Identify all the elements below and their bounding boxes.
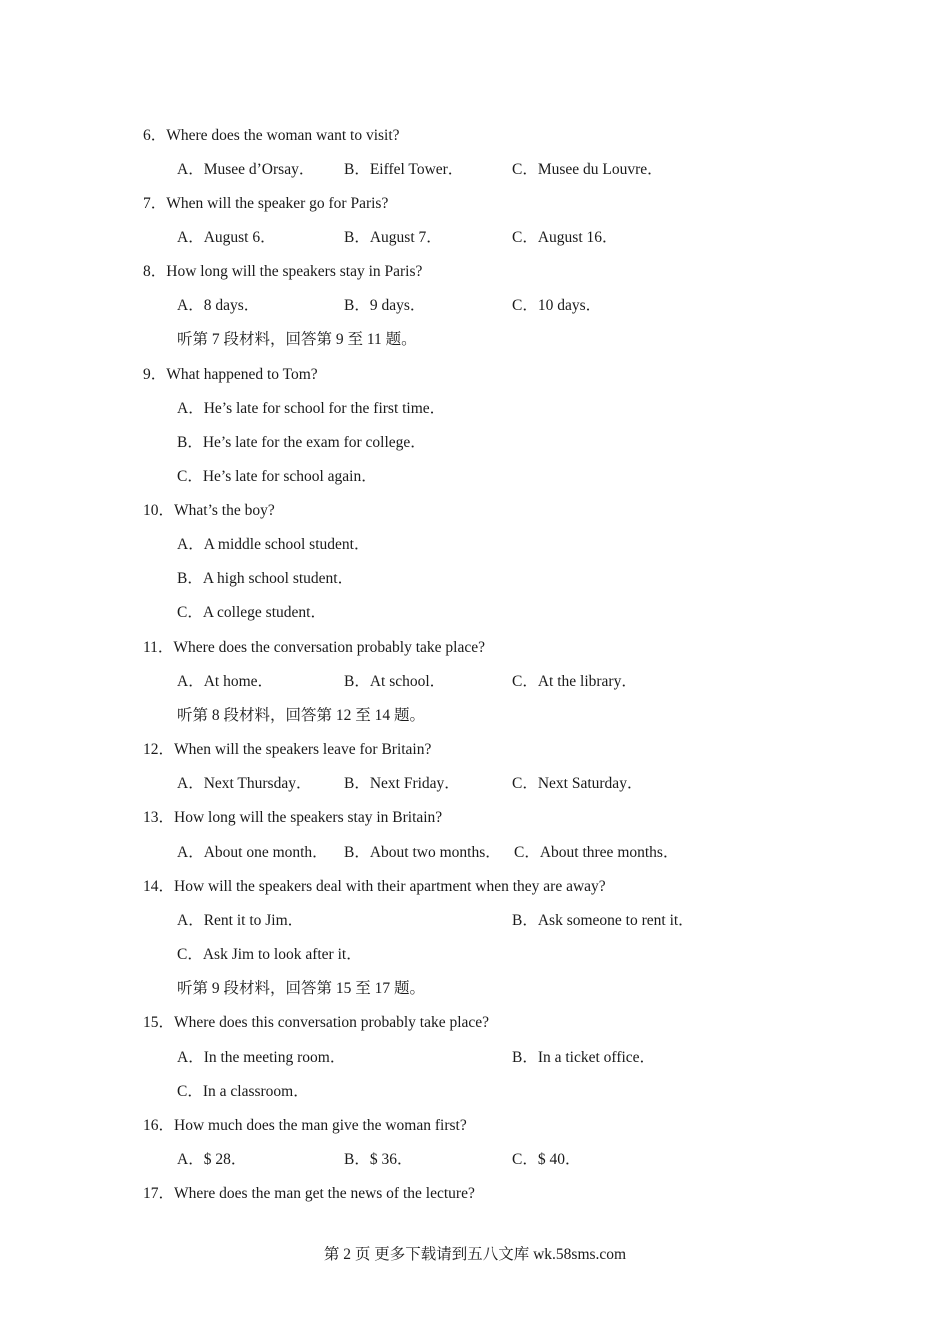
option-b: B．At school． bbox=[344, 673, 446, 690]
question-stem: 11．Where does the conversation probably take place? bbox=[143, 639, 486, 656]
question-stem: 12．When will the speakers leave for Britain? bbox=[143, 741, 432, 758]
option-c: C．He’s late for school again． bbox=[177, 468, 377, 485]
option-b: B．Eiffel Tower． bbox=[344, 161, 464, 178]
option-c: C．Next Saturday． bbox=[512, 775, 643, 792]
section-note: 听第 8 段材料，回答第 12 至 14 题。 bbox=[177, 707, 426, 724]
section-note: 听第 7 段材料，回答第 9 至 11 题。 bbox=[177, 331, 417, 348]
question-stem: 10．What’s the boy? bbox=[143, 502, 275, 519]
option-b: B．Next Friday． bbox=[344, 775, 460, 792]
option-a: A．A middle school student． bbox=[177, 536, 370, 553]
option-b: B．9 days． bbox=[344, 297, 426, 314]
option-c: C．10 days． bbox=[512, 297, 602, 314]
option-c: C．$ 40． bbox=[512, 1151, 581, 1168]
option-b: B．Ask someone to rent it． bbox=[512, 912, 694, 929]
question-stem: 16．How much does the man give the woman first? bbox=[143, 1117, 467, 1134]
option-a: A．8 days． bbox=[177, 297, 260, 314]
option-a: A．Rent it to Jim． bbox=[177, 912, 304, 929]
option-c: C．Musee du Louvre． bbox=[512, 161, 663, 178]
question-stem: 15．Where does this conversation probably take place? bbox=[143, 1014, 490, 1031]
option-c: C．At the library． bbox=[512, 673, 637, 690]
question-stem: 9．What happened to Tom? bbox=[143, 366, 318, 383]
option-a: A．Next Thursday． bbox=[177, 775, 312, 792]
option-b: B．August 7． bbox=[344, 229, 442, 246]
question-stem: 7．When will the speaker go for Paris? bbox=[143, 195, 389, 212]
option-b: B．He’s late for the exam for college． bbox=[177, 434, 426, 451]
option-a: A．About one month． bbox=[177, 844, 328, 861]
page-footer: 第 2 页 更多下载请到五八文库 wk.58sms.com bbox=[323, 1246, 627, 1263]
option-c: C．About three months． bbox=[514, 844, 679, 861]
option-a: A．In the meeting room． bbox=[177, 1049, 346, 1066]
question-stem: 17．Where does the man get the news of the lecture? bbox=[143, 1185, 475, 1202]
question-stem: 13．How long will the speakers stay in Britain? bbox=[143, 809, 443, 826]
question-stem: 14．How will the speakers deal with their apartment when they are away? bbox=[143, 878, 606, 895]
option-a: A．He’s late for school for the first time． bbox=[177, 400, 446, 417]
option-c: C．In a classroom． bbox=[177, 1083, 309, 1100]
option-b: B．$ 36． bbox=[344, 1151, 413, 1168]
option-b: B．A high school student． bbox=[177, 570, 354, 587]
question-stem: 8．How long will the speakers stay in Paris? bbox=[143, 263, 423, 280]
option-a: A．At home． bbox=[177, 673, 274, 690]
section-note: 听第 9 段材料，回答第 15 至 17 题。 bbox=[177, 980, 426, 997]
option-b: B．About two months． bbox=[344, 844, 501, 861]
option-c: C．August 16． bbox=[512, 229, 618, 246]
option-a: A．Musee d’Orsay． bbox=[177, 161, 315, 178]
option-c: C．Ask Jim to look after it． bbox=[177, 946, 362, 963]
question-stem: 6．Where does the woman want to visit? bbox=[143, 127, 400, 144]
option-a: A．August 6． bbox=[177, 229, 276, 246]
option-a: A．$ 28． bbox=[177, 1151, 247, 1168]
option-c: C．A college student． bbox=[177, 604, 326, 621]
option-b: B．In a ticket office． bbox=[512, 1049, 656, 1066]
